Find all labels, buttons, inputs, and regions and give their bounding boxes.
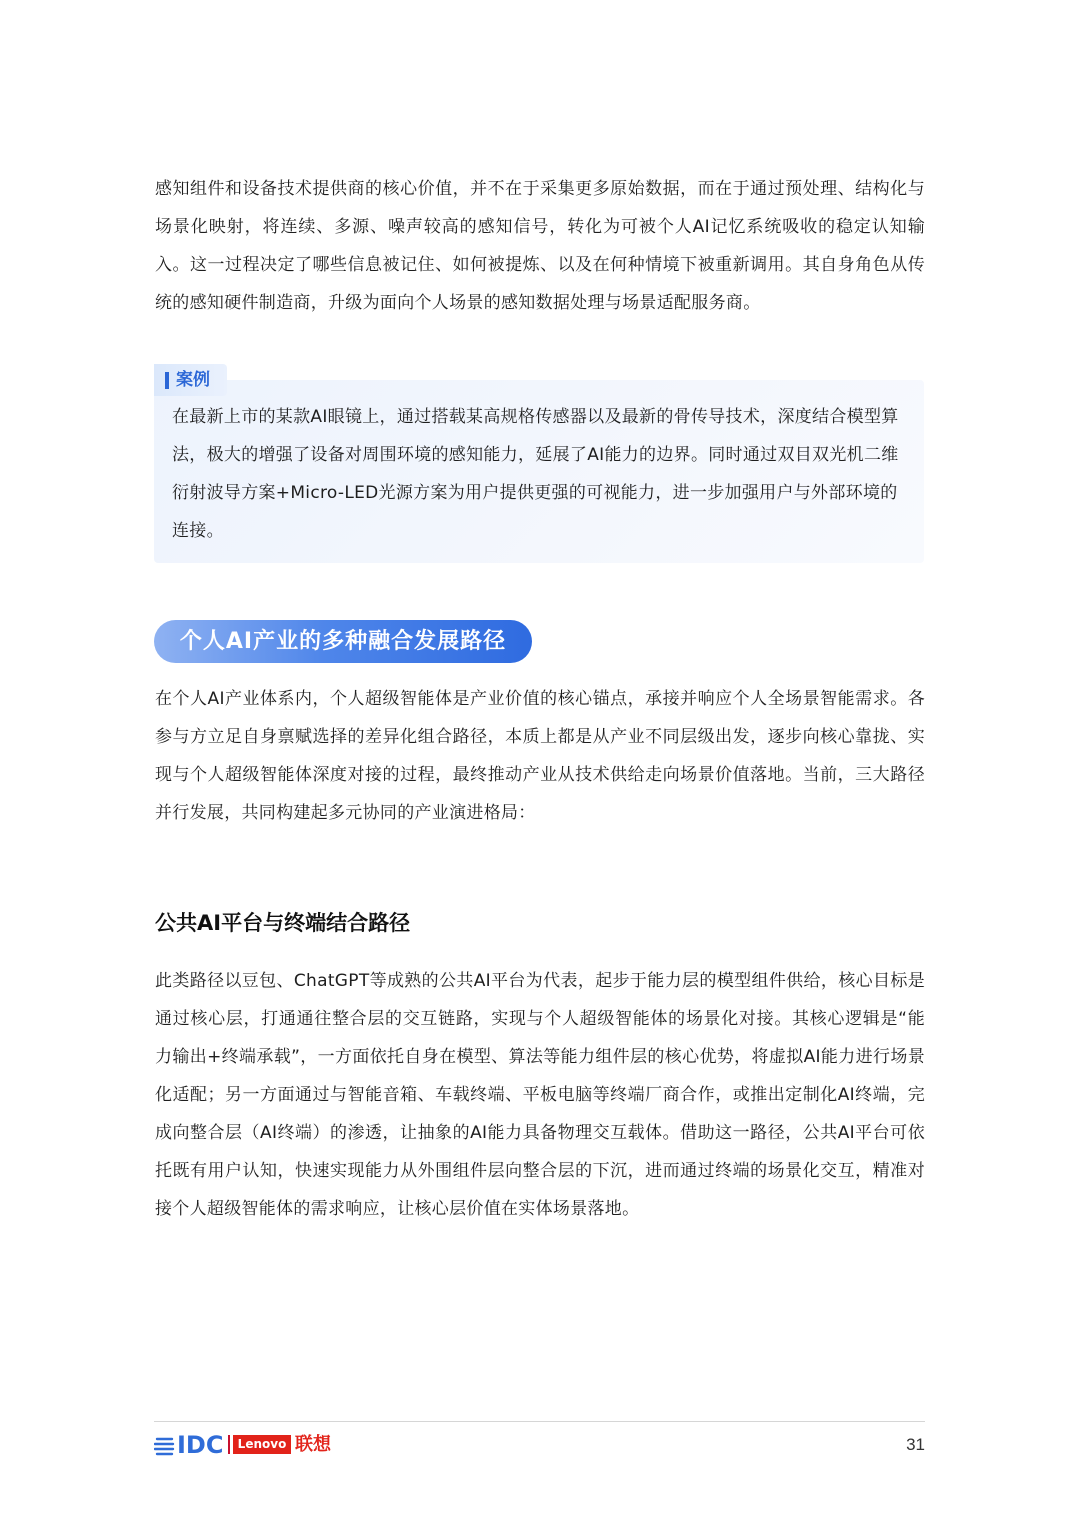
path-paragraph: 此类路径以豆包、ChatGPT等成熟的公共AI平台为代表，起步于能力层的模型组件供给，核心目标是通过核心层，打通通往整合层的交互链路，实现与个人超级智能体的场景化对接。其核心逻辑是“能力输出+终端承载”，一方面依托自身在模型、算法等能力组件层的核心优势，将虚拟AI能力进行场景化适配；另一方面通过与智能音箱、车载终端、平板电脑等终端厂商合作，或推出定制化AI终端，完成向整合层（AI终端）的渗透，让抽象的AI能力具备物理交互载体。借助这一路径，公共AI平台可依托既有用户认知，快速实现能力从外围组件层向整合层的下沉，进而通过终端的场景化交互，精准对接个人超级智能体的需求响应，让核心层价值在实体场景落地。 xyxy=(155,971,925,1219)
lenovo-logo: Lenovo xyxy=(233,1435,291,1454)
case-text: 在最新上市的某款AI眼镜上，通过搭载某高规格传感器以及最新的骨传导技术，深度结合模型算法，极大的增强了设备对周围环境的感知能力，延展了AI能力的边界。同时通过双目双光机二维衍射波导方案+Micro-LED光源方案为用户提供更强的可视能力，进一步加强用户与外部环境的连接。 xyxy=(172,407,899,541)
logo-divider xyxy=(228,1435,230,1454)
intro-paragraph: 感知组件和设备技术提供商的核心价值，并不在于采集更多原始数据，而在于通过预处理、结构化与场景化映射，将连续、多源、噪声较高的感知信号，转化为可被个人AI记忆系统吸收的稳定认知输入。这一过程决定了哪些信息被记住、如何被提炼、以及在何种情境下被重新调用。其自身角色从传统的感知硬件制造商，升级为面向个人场景的感知数据处理与场景适配服务商。 xyxy=(155,179,925,313)
section-title: 个人AI产业的多种融合发展路径 xyxy=(154,620,532,663)
idc-logo-text: IDC xyxy=(177,1431,224,1459)
lenovo-cn-logo: 联想 xyxy=(295,1434,331,1455)
case-tag xyxy=(154,364,227,396)
footer-divider xyxy=(154,1421,925,1422)
section-paragraph: 在个人AI产业体系内，个人超级智能体是产业价值的核心锚点，承接并响应个人全场景智能需求。各参与方立足自身禀赋选择的差异化组合路径，本质上都是从产业不同层级出发，逐步向核心靠拢、实现与个人超级智能体深度对接的过程，最终推动产业从技术供给走向场景价值落地。当前，三大路径并行发展，共同构建起多元协同的产业演进格局： xyxy=(155,689,925,823)
path-heading: 公共AI平台与终端结合路径 xyxy=(155,911,411,935)
case-tag-label: 案例 xyxy=(176,370,210,390)
page-number: 31 xyxy=(906,1435,925,1454)
case-tag-bar xyxy=(165,372,169,389)
